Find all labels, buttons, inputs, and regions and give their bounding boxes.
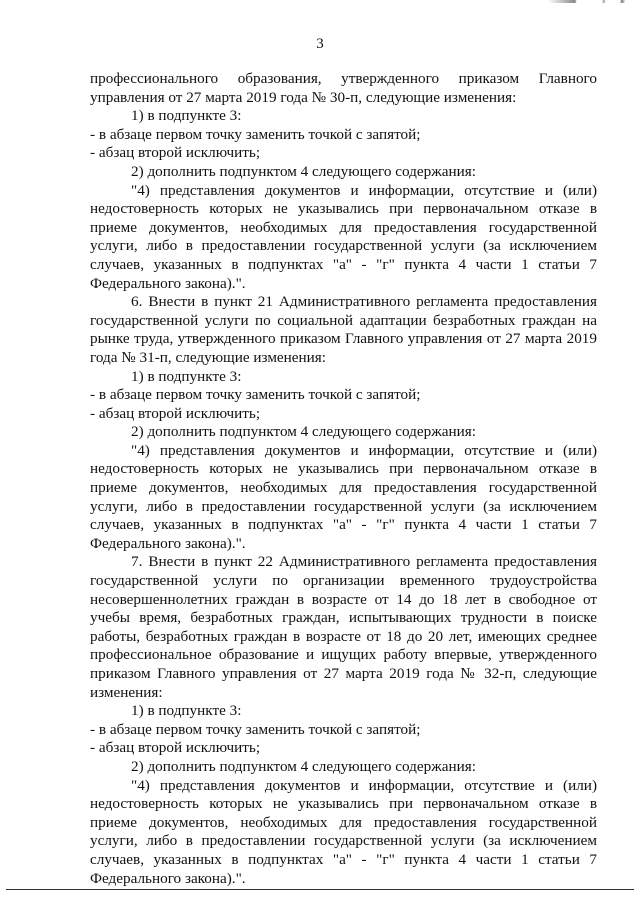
paragraph: - абзац второй исключить; bbox=[90, 404, 261, 422]
paragraph: 2) дополнить подпунктом 4 следующего содержания: bbox=[131, 162, 476, 180]
paragraph: 1) в подпункте 3: bbox=[131, 107, 242, 125]
page-number: 3 bbox=[316, 36, 324, 52]
paragraph: - в абзаце первом точку заменить точкой с запятой; bbox=[90, 720, 421, 738]
paragraph: - в абзаце первом точку заменить точкой с запятой; bbox=[90, 125, 421, 143]
page-bottom-rule bbox=[6, 889, 634, 890]
paragraph: профессионального образования, утвержденного приказом Главного управления от 27 марта 2019 года № 30-п, следующие изменения: bbox=[90, 70, 597, 106]
paragraph: "4) представления документов и информации, отсутствие и (или) недостоверность которых не указывались при первоначальном отказе в приеме документов, необходимых для предоставления государственной услуги, либо в предоставлении государственной услуги (за исключением случаев, указанных в подпунктах "а" - "г" пункта 4 части 1 статьи 7 Федерального закона).". bbox=[90, 181, 597, 292]
paragraph: 2) дополнить подпунктом 4 следующего содержания: bbox=[131, 757, 476, 775]
paragraph: "4) представления документов и информации, отсутствие и (или) недостоверность которых не указывались при первоначальном отказе в приеме документов, необходимых для предоставления государственной услуги, либо в предоставлении государственной услуги (за исключением случаев, указанных в подпунктах "а" - "г" пункта 4 части 1 статьи 7 Федерального закона).". bbox=[90, 776, 597, 887]
paragraph: 6. Внести в пункт 21 Административного регламента предоставления государственной услуги по социальной адаптации безработных граждан на рынке труда, утвержденного приказом Главного управления от 27 марта 2019 года № 31-п, следующие изменения: bbox=[90, 293, 597, 366]
paragraph: 7. Внести в пункт 22 Административного регламента предоставления государственной услуги по организации временного трудоустройства несовершеннолетних граждан в возрасте от 14 до 18 лет в свободное от учебы время, безработных граждан, испытывающих трудности в поиске работы, безработных граждан в возрасте от 18 до 20 лет, имеющих среднее профессиональное образование и ищущих работу впервые, утвержденного приказом Главного управления от 27 марта 2019 года № 32-п, следующие изменения: bbox=[90, 553, 597, 701]
paragraph: 2) дополнить подпунктом 4 следующего содержания: bbox=[131, 423, 476, 441]
scan-artifact bbox=[548, 0, 638, 3]
paragraph: - абзац второй исключить; bbox=[90, 144, 261, 162]
paragraph: "4) представления документов и информации, отсутствие и (или) недостоверность которых не указывались при первоначальном отказе в приеме документов, необходимых для предоставления государственной услуги, либо в предоставлении государственной услуги (за исключением случаев, указанных в подпунктах "а" - "г" пункта 4 части 1 статьи 7 Федерального закона).". bbox=[90, 441, 597, 552]
paragraph: 1) в подпункте 3: bbox=[131, 702, 242, 720]
paragraph: - в абзаце первом точку заменить точкой с запятой; bbox=[90, 386, 421, 404]
paragraph: - абзац второй исключить; bbox=[90, 739, 261, 757]
document-body bbox=[90, 70, 597, 888]
paragraph: 1) в подпункте 3: bbox=[131, 367, 242, 385]
